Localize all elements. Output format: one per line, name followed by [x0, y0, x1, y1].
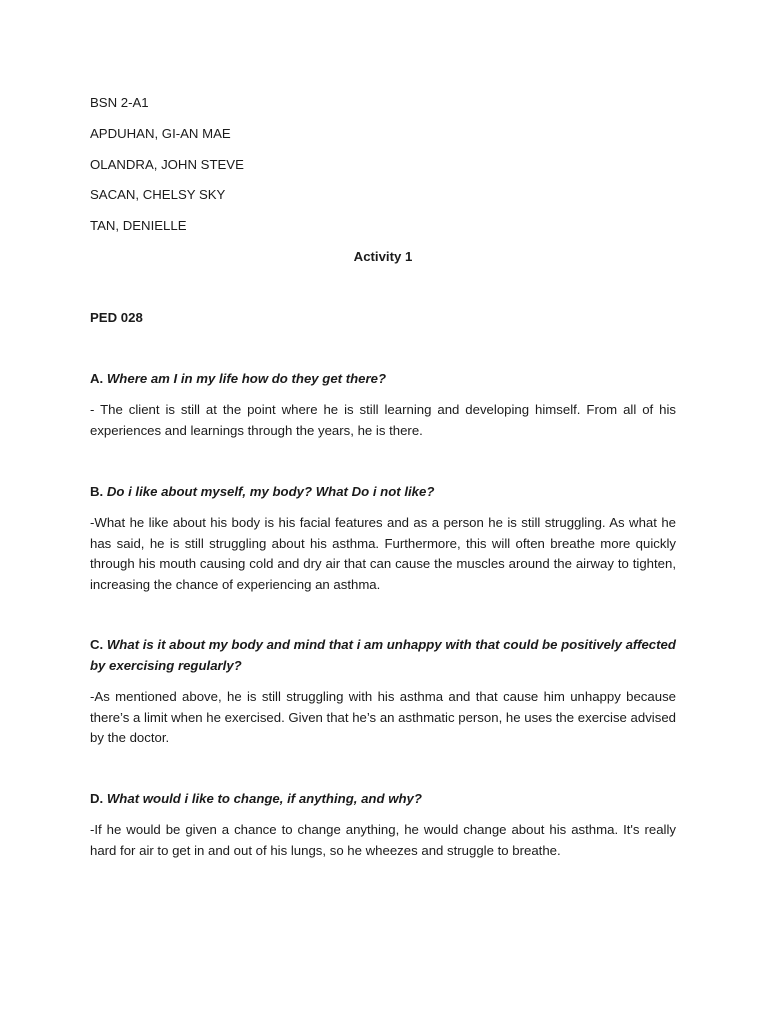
question-text: Do i like about myself, my body? What Do i not like?: [106, 484, 435, 499]
member-name-3: SACAN, CHELSY SKY: [90, 187, 226, 202]
question-a: [90, 369, 676, 390]
question-letter: C.: [90, 637, 104, 652]
question-text: Where am I in my life how do they get there?: [106, 371, 387, 386]
course-code: PED 028: [90, 310, 143, 325]
answer-c: -As mentioned above, he is still struggling with his asthma and that cause him unhappy because there’s a limit when he exercised. Given that he’s an asthmatic person, he uses the exercise advised by the doctor.: [90, 689, 676, 746]
answer-b: -What he like about his body is his facial features and as a person he is still struggling. As what he has said, he is still struggling about his asthma. Furthermore, this will often breathe more quickly through his mouth causing cold and dry air that can cause the muscles around the airway to tighten, increasing the chance of experiencing an asthma.: [90, 515, 676, 592]
answer-d: -If he would be given a chance to change anything, he would change about his asthma. It's really hard for air to get in and out of his lungs, so he wheezes and struggle to breathe.: [90, 822, 676, 858]
member-name-4: TAN, DENIELLE: [90, 218, 187, 233]
answer-a: - The client is still at the point where he is still learning and developing himself. From all of his experiences and learnings through the years, he is there.: [90, 402, 676, 438]
member-name-1: APDUHAN, GI-AN MAE: [90, 126, 231, 141]
question-text: What would i like to change, if anything, and why?: [106, 791, 422, 806]
question-d: [90, 789, 676, 810]
member-name-2: OLANDRA, JOHN STEVE: [90, 157, 244, 172]
question-c: [90, 635, 676, 676]
class-section: BSN 2-A1: [90, 95, 149, 110]
question-text: What is it about my body and mind that i am unhappy with that could be positively affected by exercising regularly?: [90, 637, 676, 673]
question-letter: A.: [90, 371, 104, 386]
question-b: [90, 482, 676, 503]
question-letter: B.: [90, 484, 104, 499]
activity-title: Activity 1: [353, 249, 413, 264]
question-letter: D.: [90, 791, 104, 806]
